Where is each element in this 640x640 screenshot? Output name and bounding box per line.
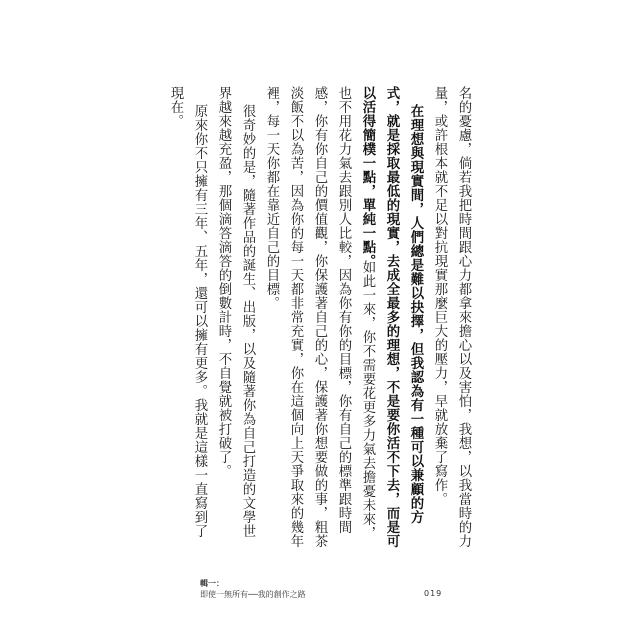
- text-column-8: 淡飯不以為苦，因為你的每一天都非常充實，你在這個向上天爭取來的幾年: [288, 86, 303, 548]
- footer-chapter-title: 即使一無所有──我的創作之路: [200, 590, 306, 599]
- text-column-1: 名的憂慮，倘若我把時間跟心力都拿來擔心以及害怕，我想，以我當時的力: [456, 86, 471, 548]
- text-column-5-emphasis: 以活得簡樸一點，單純一點。: [360, 86, 375, 268]
- text-column-5-continued: 如此一來，你不需要花更多力氣去擔憂未來，: [360, 260, 375, 540]
- text-column-9: 裡，每一天你都在靠近自己的目標。: [264, 86, 279, 310]
- text-column-2: 量，或許根本就不足以對抗現實那麼巨大的壓力，早就放棄了寫作。: [432, 86, 447, 506]
- footer-series-label: 輯一：: [200, 579, 224, 588]
- text-column-13: 現在。: [168, 86, 183, 128]
- text-column-7: 感，你有你自己的價值觀，你保護著自己的心，保護著你想要做的事，粗茶: [312, 86, 327, 548]
- text-column-4-emphasis: 式，就是採取最低的現實，去成全最多的理想，不是要你活不下去，而是可: [384, 86, 399, 548]
- page-number: 019: [424, 589, 443, 598]
- running-footer: [200, 578, 306, 600]
- text-column-6: 也不用花力氣去跟別人比較，因為你有你的目標，你有自己的標準跟時間: [336, 86, 351, 534]
- text-column-11: 界越來越充盈，那個滴答滴答的倒數計時，不自覺就被打破了。: [216, 86, 231, 478]
- text-column-3-emphasis: 在理想與現實間，人們總是難以抉擇，但我認為有一種可以兼顧的方: [408, 104, 423, 524]
- text-column-12: 原來你不只擁有三年、五年，還可以擁有更多。我就是這樣一直寫到了: [192, 104, 207, 538]
- text-column-10: 很奇妙的是，隨著作品的誕生、出版，以及隨著你為自己打造的文學世: [240, 104, 255, 538]
